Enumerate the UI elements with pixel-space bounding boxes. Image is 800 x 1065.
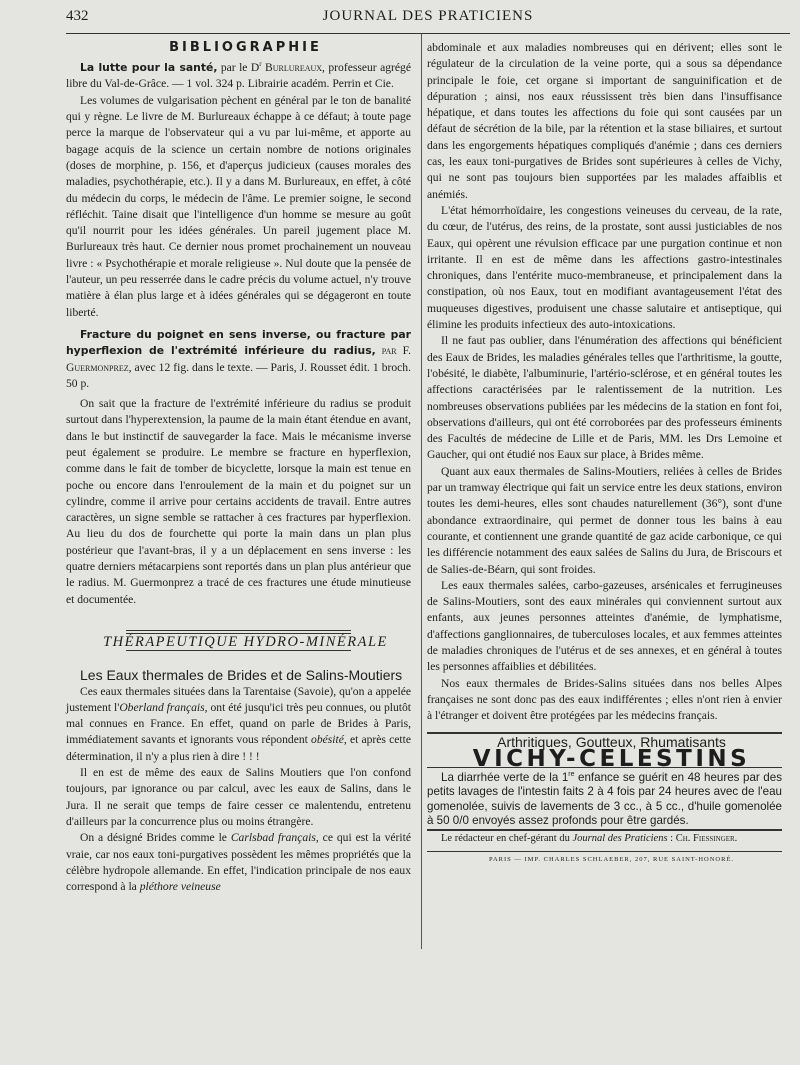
article-paragraph-3 xyxy=(66,830,411,895)
column-divider xyxy=(421,34,422,949)
advert-body-b: enfance se guérit en 48 heures par des petits lavages de l'intestin faits 2 à 4 fois par 24 heures avec de l'eau gomenolée, suivis de lavements de 3 cc., à 5 cc., d'huile gomenolée à 50 0/0 envoyés assez profonds pour être gardés. xyxy=(427,770,782,828)
page-number: 432 xyxy=(66,8,89,24)
article-paragraph-1 xyxy=(66,684,411,765)
advert-body-sup: re xyxy=(568,771,575,779)
book1-citation xyxy=(66,56,411,92)
page-header xyxy=(66,8,790,32)
right-paragraph-6: Nos eaux thermales de Brides-Salins situées dans nos belles Alpes françaises ne sont donc pas des eaux indifférentes ; elles n'ont rien à envier à l'étranger et doivent être protégées par les médecins français. xyxy=(427,676,782,723)
editor-name: : Ch. Fiessinger. xyxy=(667,832,738,844)
article-p1-text-b: , ont été jusqu'ici très peu connues, ou plutôt mal connues en France. En effet, quand on parle de Brides à Paris, immédiatement savants et ignorants vous répondent xyxy=(66,700,412,747)
article-p3-italic: Carlsbad français xyxy=(230,831,316,845)
book1-author: Burlureaux, xyxy=(261,61,325,75)
editor-line xyxy=(427,831,782,847)
editor-text-a: Le rédacteur en chef-gérant du xyxy=(441,832,573,844)
book2-citation xyxy=(66,327,411,392)
advert-brand: VICHY-CELESTINS xyxy=(472,745,751,772)
right-paragraph-5: Les eaux thermales salées, carbo-gazeuses, arsénicales et ferrugineuses de Salins-Moutiers, sont des eaux minérales qui conviennent surtout aux enfants, aux jeunes personnes atteintes d'anémie, de lymphatisme, d'affections ganglionnaires, de tuberculoses locales, et aux femmes atteintes de maladies chroniques de l'utérus et de ses annexes, et en général à toutes les personnes affaiblies et débilitées. xyxy=(427,578,782,674)
editor-journal-name: Journal des Praticiens xyxy=(572,832,668,844)
book2-author: par F. Guermonprez, xyxy=(66,344,411,374)
left-column xyxy=(66,40,411,895)
book1-title: La lutte pour la santé, xyxy=(80,61,218,75)
advert-body-a: La diarrhée verte de la 1 xyxy=(441,770,569,784)
book2-title: Fracture du poignet en sens inverse, ou fracture par hyperflexion de l'extrémité inférieure du radius, xyxy=(66,327,411,358)
book1-review: Les volumes de vulgarisation pèchent en général par le ton de banalité qui y règne. Le livre de M. Burlureaux échappe à ce défaut; à toute page perce la marque de l'observateur qui a vu par lui-même, et apporte au bagage acquis de la science un certain nombre de notions originales (doses de morphine, p. 156, et d'aperçus judicieux (causes morales des maladies, psychothérapie, etc.). Il y a dans M. Burlureaux, en effet, à côté du médecin du corps, le médecin de l'âme. Le premier soigne, le second réfléchit. Taine disait que l'intelligence d'un homme se mesure au goût qu'il nourrit pour les idées générales. Un pareil jugement place M. Burlureaux très haut. Ce dernier nous promet prochainement un nouveau livre : « Psychothérapie et morale religieuse ». Nul doute que la pensée de l'auteur, un peu resserrée dans le cadre précis du volume actuel, n'y trouve matière à élan plus large et à idées générales qui se dégageront en toute liberté. xyxy=(66,93,411,319)
book1-by-sup: r xyxy=(259,60,262,69)
article-p3-text-b: , ce qui est la vérité vraie, car nos eaux toni-purgatives possèdent les mêmes propriétés que la célèbre hydropole allemande. En effet, l'indication principale de nos eaux correspond à la xyxy=(66,831,411,894)
article-title: Les Eaux thermales de Brides et de Salins-Moutiers xyxy=(80,667,403,684)
advert-body xyxy=(427,768,782,829)
therapeutics-rule xyxy=(126,650,351,651)
book2-meta: avec 12 fig. dans le texte. — Paris, J. Rousset édit. 1 broch. 50 p. xyxy=(66,360,411,390)
right-paragraph-3: Il ne faut pas oublier, dans l'énumération des affections qui bénéficient des Eaux de Brides, les maladies générales telles que l'arthritisme, la goutte, l'obésité, le diabète, l'albuminurie, l'artério-sclérose, et en général toutes les affections caractérisées par le ralentissement de la nutrition. Les nombreuses observations publiées par les médecins de la station en font foi, observations d'ailleurs, qui ont été corroborées par des professeurs éminents des Facultés de médecine de Lille et de Paris, MM. les Drs Lemoine et Gaucher, qui ont étudié nos Eaux sur place, à Brides même. xyxy=(427,334,782,462)
book1-meta: professeur agrégé libre du Val-de-Grâce. — 1 vol. 324 p. Librairie académ. Perrin et Cie. xyxy=(66,61,411,91)
printer-line: PARIS — IMP. CHARLES SCHLAEBER, 207, RUE SAINT-HONORÉ. xyxy=(488,856,735,864)
article-p1-text-c: , et après cette détermination, il n'y a plus rien à dire ! ! ! xyxy=(66,733,411,763)
right-paragraph-4: Quant aux eaux thermales de Salins-Moutiers, reliées à celles de Brides par un tramway électrique qui fait un service entre les deux stations, environ toutes les demi-heures, elles sont chaudes naturellement (36°), sont d'une abondance extraordinaire, qui permet de donner tous les bains à eau courante, et contiennent une grande quantité de gaz acide carbonique, ce qui les différencie notamment des eaux salées de Salins du Jura, de Briscours et de Salies-de-Béarn, qui sont froides. xyxy=(427,464,782,576)
book2-review: On sait que la fracture de l'extrémité inférieure du radius se produit surtout dans l'hyperextension, la paume de la main étant étendue en avant, dans le but instinctif de sauvegarder la face. Mais le mécanisme inverse peut également se produire. Le membre se fracture en hyperflexion, comme dans le fait de tomber de bicyclette, lorsque la main est tenue en poche ou encore dans l'enroulement de la main et du poignet sur un cylindre, comme il arrive pour certains accidents de travail. Entre autres caractères, un signe semble se rattacher à ces fractures par hyperflexion. Au lieu du dos de fourchette qui porte la main dans un plan plus postérieur que l'avant-bras, il y a un déplacement en sens inverse : les quatre derniers métacarpiens sont reportés dans un plan plus antérieur que le radius. M. Guermonprez a tracé de ces fractures une étude minutieuse et documentée. xyxy=(66,397,411,606)
book1-by: par le D xyxy=(217,61,260,75)
article-p3-text-a: On a désigné Brides comme le xyxy=(80,831,231,845)
therapeutics-heading: THÉRAPEUTIQUE HYDRO-MINÉRALE xyxy=(103,633,388,650)
article-p1-italic: Oberland français xyxy=(119,700,205,714)
bibliography-heading: BIBLIOGRAPHIE xyxy=(169,40,322,55)
article-p1-italic-2: obésité xyxy=(311,733,344,747)
journal-title: JOURNAL DES PRATICIENS xyxy=(322,8,534,24)
advert-subtitle: Arthritiques, Goutteux, Rhumatisants xyxy=(497,734,726,751)
right-paragraph-2: L'état hémorrhoïdaire, les congestions veineuses du cerveau, de la rate, du cœur, de l'utérus, des reins, de la prostate, sont aussi justiciables de nos Eaux, qui opèrent une révulsion efficace par une purgation continue et non irritante. Il en est de même dans les affections gastro-intestinales chroniques, dans l'entérite muco-membraneuse, et principalement dans la constipation, où nos Eaux, tout en modifiant avantageusement l'état des muqueuses digestives, produisent une chasse salutaire et antiseptique, qui élimine les produits infectieux des auto-intoxications. xyxy=(427,203,782,332)
article-p3-italic-2: pléthore veineuse xyxy=(139,880,221,894)
right-column xyxy=(427,40,782,869)
header-rule xyxy=(66,33,790,34)
article-p1-text-a: Ces eaux thermales situées dans la Tarentaise (Savoie), qu'on a appelée justement l' xyxy=(66,684,411,714)
right-paragraph-1: abdominale et aux maladies nombreuses qui en dérivent; elles sont le régulateur de la circulation de la veine porte, qui a sous sa dépendance principale le foie, cet organe si important de sanguinification et de dépuration ; ainsi, nos eaux réussissent très bien dans l'insuffisance hépatique, et dans toutes les affections du foie qui sont causées par un défaut de sécrétion de la bile, par la rétention et la stase biliaires, et surtout dans les engorgements hépatiques compliqués d'anémie ; dans ces derniers cas, les eaux toni-purgatives de Brides sont supérieures à celles de Vichy, qui ne sont pas toujours bien supportées par les malades affaiblis et anémiés. xyxy=(427,41,782,201)
article-paragraph-2: Il en est de même des eaux de Salins Moutiers que l'on confond toujours, par ignorance ou par calcul, avec les eaux de Salins, dans le Jura. Il ne serait que temps de faire cesser ce malentendu, entretenu d'ailleurs par la concurrence plus ou moins étrangère. xyxy=(66,766,411,828)
